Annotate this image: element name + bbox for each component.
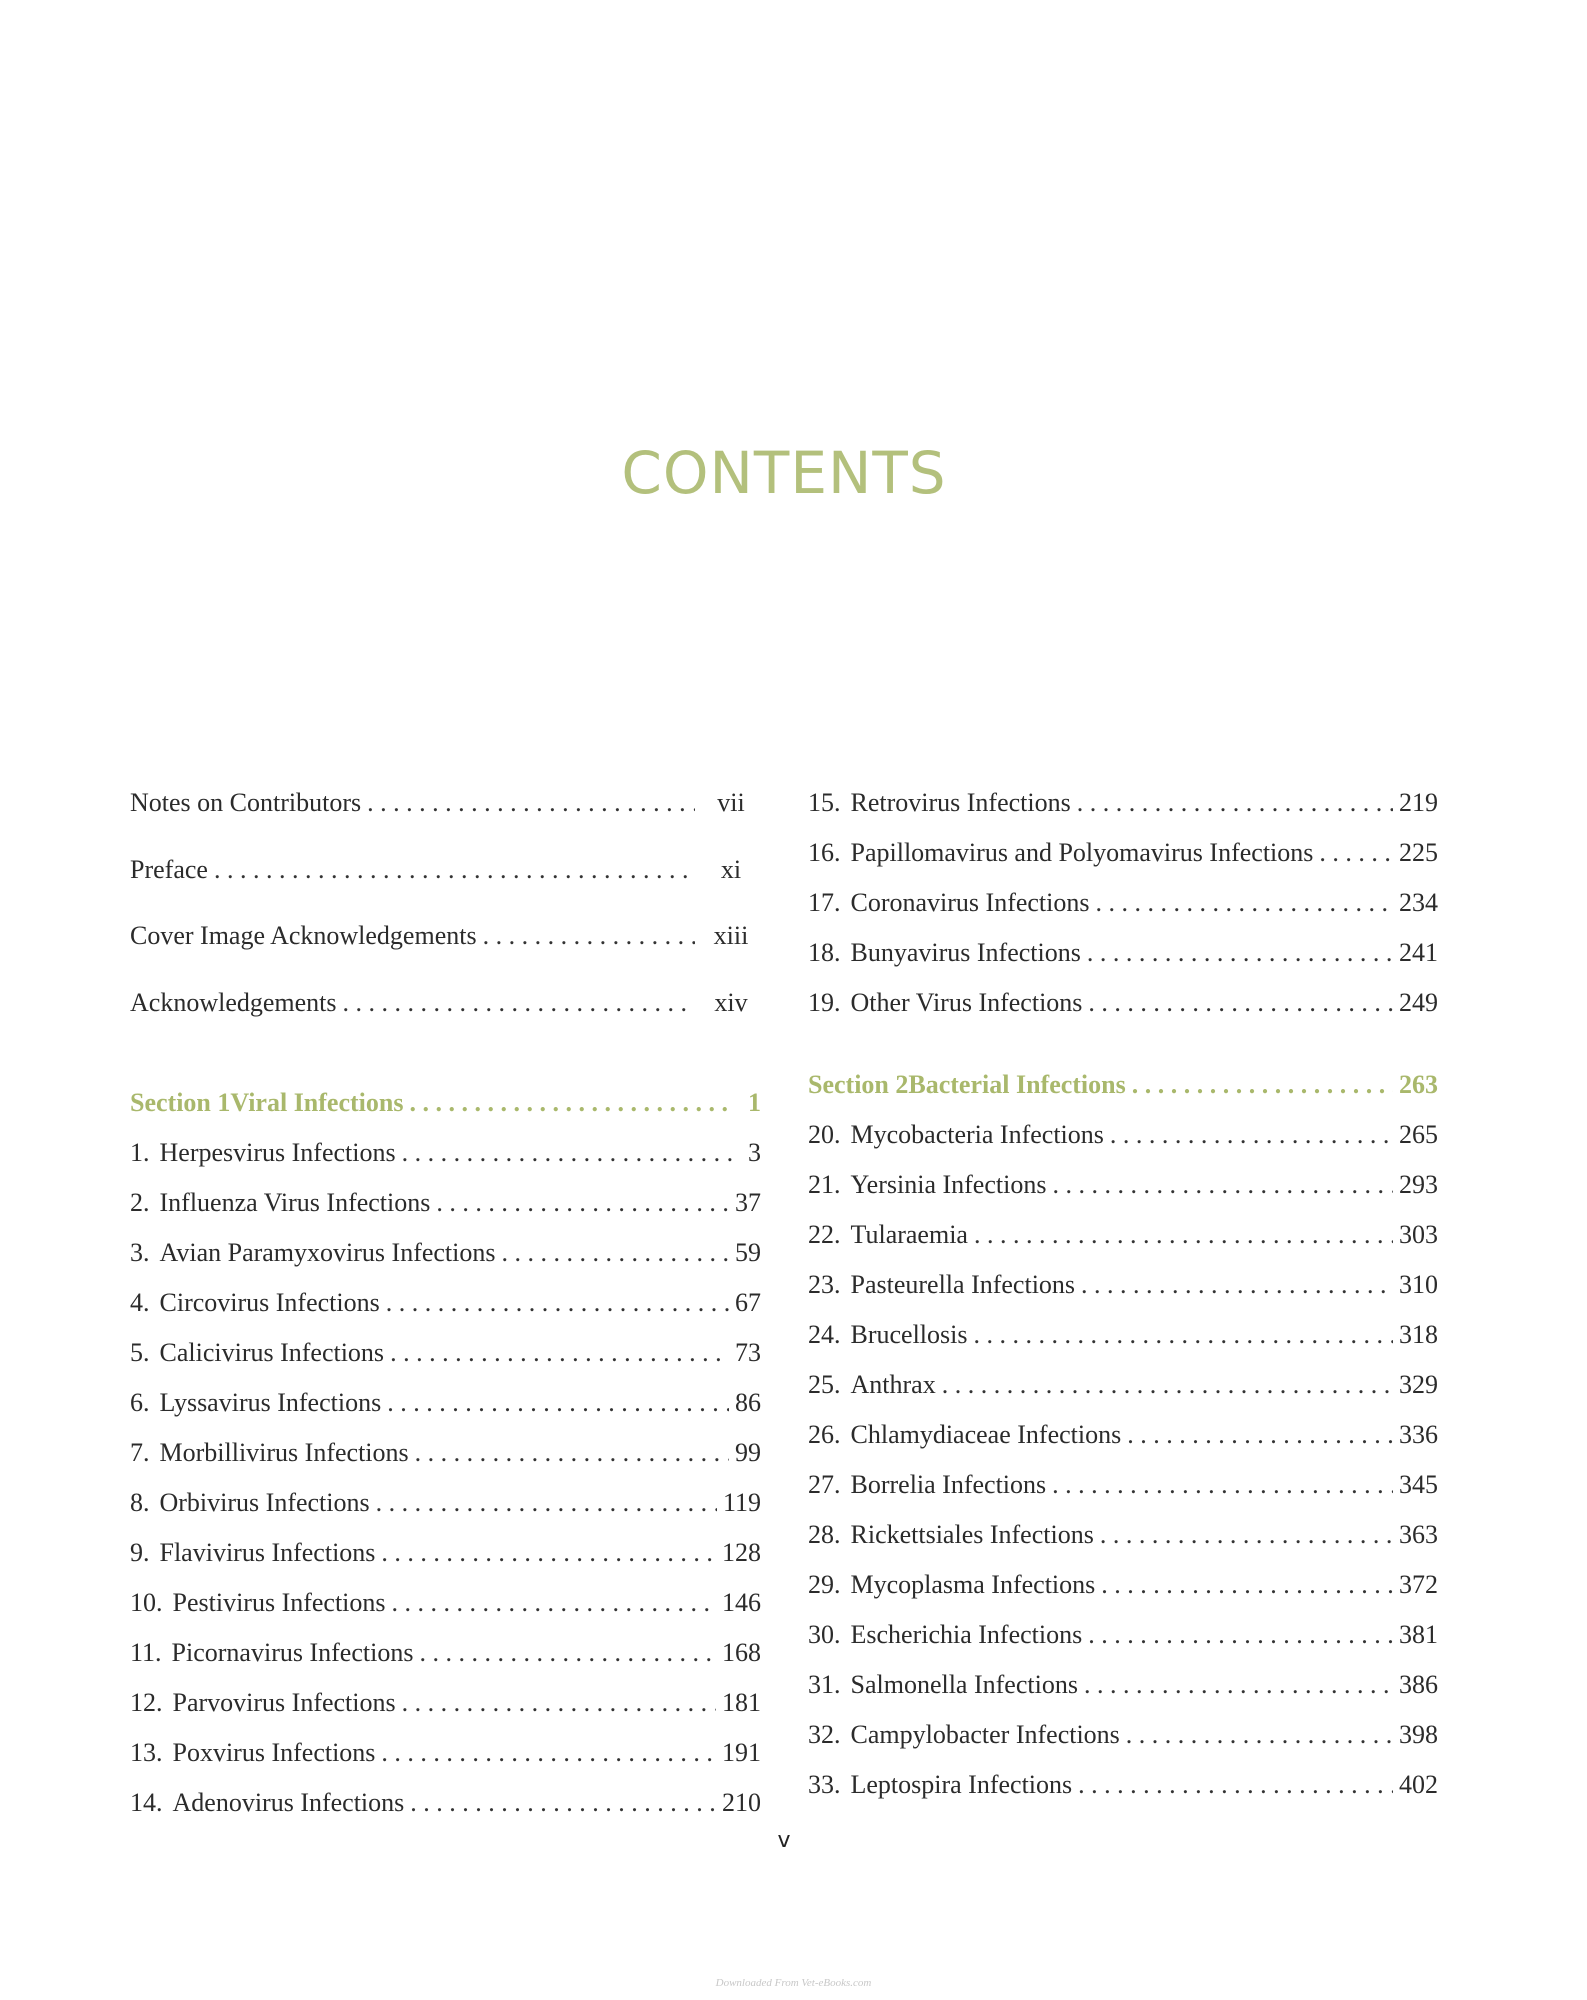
- chapter-page: 146: [722, 1588, 761, 1617]
- section-page: 263: [1399, 1070, 1438, 1099]
- toc-chapter-entry[interactable]: [130, 1678, 761, 1728]
- chapter-number: 30.: [808, 1620, 841, 1649]
- toc-chapter-entry[interactable]: [130, 1278, 761, 1328]
- page-number: v: [777, 1828, 791, 1853]
- chapter-page: 345: [1399, 1470, 1438, 1499]
- toc-chapter-entry[interactable]: [808, 1310, 1438, 1360]
- chapter-title: Escherichia Infections: [850, 1620, 1083, 1649]
- chapter-title: Circovirus Infections: [159, 1288, 380, 1317]
- chapter-page: 329: [1399, 1370, 1438, 1399]
- chapter-title: Adenovirus Infections: [172, 1788, 405, 1817]
- leader-dots: [419, 1628, 716, 1678]
- leader-dots: [402, 1678, 716, 1728]
- leader-dots: [367, 778, 695, 828]
- chapter-title: Bunyavirus Infections: [850, 938, 1081, 967]
- chapter-page: 402: [1399, 1770, 1438, 1799]
- leader-dots: [942, 1360, 1393, 1410]
- chapter-number: 5.: [130, 1338, 150, 1367]
- toc-chapter-entry[interactable]: [808, 1710, 1438, 1760]
- chapter-title: Herpesvirus Infections: [159, 1138, 396, 1167]
- toc-chapter-entry[interactable]: [130, 1128, 761, 1178]
- chapter-title: Lyssavirus Infections: [159, 1388, 382, 1417]
- leader-dots: [381, 1728, 716, 1778]
- chapter-page: 234: [1399, 888, 1438, 917]
- leader-dots: [409, 1078, 733, 1128]
- chapter-title: Coronavirus Infections: [850, 888, 1090, 917]
- leader-dots: [1087, 928, 1393, 978]
- leader-dots: [381, 1528, 716, 1578]
- chapter-number: 20.: [808, 1120, 841, 1149]
- leader-dots: [1052, 1460, 1393, 1510]
- entry-title: Acknowledgements: [130, 987, 337, 1017]
- toc-chapter-entry[interactable]: [130, 1528, 761, 1578]
- toc-chapter-entry[interactable]: [808, 878, 1438, 928]
- chapter-page: 191: [722, 1738, 761, 1767]
- chapter-number: 14.: [130, 1788, 163, 1817]
- leader-dots: [390, 1328, 729, 1378]
- chapter-title: Parvovirus Infections: [172, 1688, 396, 1717]
- toc-entry[interactable]: [130, 778, 761, 845]
- entry-page: xiv: [714, 987, 748, 1017]
- chapter-page: 310: [1399, 1270, 1438, 1299]
- toc-entry[interactable]: [130, 978, 761, 1045]
- toc-entry[interactable]: [130, 845, 761, 912]
- chapter-number: 1.: [130, 1138, 150, 1167]
- chapter-number: 27.: [808, 1470, 841, 1499]
- toc-chapter-entry[interactable]: [808, 978, 1438, 1028]
- toc-chapter-entry[interactable]: [130, 1428, 761, 1478]
- chapter-number: 7.: [130, 1438, 150, 1467]
- chapter-number: 15.: [808, 788, 841, 817]
- chapter-title: Anthrax: [850, 1370, 936, 1399]
- toc-chapter-entry[interactable]: [130, 1178, 761, 1228]
- leader-dots: [436, 1178, 729, 1228]
- chapter-number: 24.: [808, 1320, 841, 1349]
- chapter-number: 18.: [808, 938, 841, 967]
- chapter-number: 25.: [808, 1370, 841, 1399]
- chapter-title: Retrovirus Infections: [850, 788, 1071, 817]
- toc-entry[interactable]: [130, 911, 761, 978]
- leader-dots: [214, 845, 695, 895]
- leader-dots: [402, 1128, 733, 1178]
- entry-title: Cover Image Acknowledgements: [130, 921, 477, 950]
- chapter-number: 32.: [808, 1720, 841, 1749]
- chapter-title: Rickettsiales Infections: [850, 1520, 1094, 1549]
- chapter-number: 19.: [808, 988, 841, 1017]
- chapter-number: 13.: [130, 1738, 163, 1767]
- chapter-page: 249: [1399, 988, 1438, 1017]
- leader-dots: [387, 1378, 729, 1428]
- chapter-page: 386: [1399, 1670, 1438, 1699]
- chapter-title: Pasteurella Infections: [850, 1270, 1076, 1299]
- toc-chapter-entry[interactable]: [808, 1260, 1438, 1310]
- leader-dots: [483, 911, 695, 961]
- section-heading-bacterial[interactable]: [808, 1060, 1438, 1110]
- leader-dots: [502, 1228, 730, 1278]
- toc-chapter-entry[interactable]: [808, 928, 1438, 978]
- chapter-title: Poxvirus Infections: [172, 1738, 376, 1767]
- chapter-number: 31.: [808, 1670, 841, 1699]
- chapter-number: 28.: [808, 1520, 841, 1549]
- chapter-page: 265: [1399, 1120, 1438, 1149]
- chapter-title: Calicivirus Infections: [159, 1338, 385, 1367]
- section-title: Bacterial Infections: [908, 1070, 1126, 1099]
- chapter-title: Flavivirus Infections: [159, 1538, 376, 1567]
- chapter-number: 23.: [808, 1270, 841, 1299]
- leader-dots: [1088, 978, 1393, 1028]
- chapter-number: 16.: [808, 838, 841, 867]
- chapter-title: Salmonella Infections: [850, 1670, 1078, 1699]
- chapter-page: 86: [735, 1388, 761, 1417]
- chapter-page: 67: [735, 1288, 761, 1317]
- chapter-page: 363: [1399, 1520, 1438, 1549]
- chapter-page: 99: [735, 1438, 761, 1467]
- entry-page: xiii: [713, 921, 749, 950]
- leader-dots: [410, 1778, 716, 1828]
- toc-chapter-entry[interactable]: [130, 1328, 761, 1378]
- section-number: Section 2: [808, 1070, 909, 1099]
- chapter-title: Influenza Virus Infections: [159, 1188, 431, 1217]
- chapter-number: 22.: [808, 1220, 841, 1249]
- chapter-number: 9.: [130, 1538, 150, 1567]
- entry-page: xi: [720, 854, 742, 884]
- toc-chapter-entry[interactable]: [808, 1160, 1438, 1210]
- toc-chapter-entry[interactable]: [130, 1478, 761, 1528]
- entry-title: Preface: [130, 854, 208, 884]
- toc-chapter-entry[interactable]: [808, 1460, 1438, 1510]
- leader-dots: [974, 1310, 1394, 1360]
- chapter-page: 303: [1399, 1220, 1438, 1249]
- leader-dots: [1084, 1660, 1393, 1710]
- chapter-title: Mycobacteria Infections: [850, 1120, 1104, 1149]
- leader-dots: [1126, 1710, 1393, 1760]
- leader-dots: [1132, 1060, 1393, 1110]
- leader-dots: [1078, 1760, 1393, 1810]
- chapter-page: 398: [1399, 1720, 1438, 1749]
- page-title: CONTENTS: [621, 439, 947, 507]
- toc-chapter-entry[interactable]: [808, 1360, 1438, 1410]
- toc-chapter-entry[interactable]: [808, 778, 1438, 828]
- toc-chapter-entry[interactable]: [808, 1760, 1438, 1810]
- toc-chapter-entry[interactable]: [808, 1560, 1438, 1610]
- chapter-page: 3: [748, 1138, 761, 1167]
- section-title: Viral Infections: [230, 1088, 404, 1117]
- chapter-title: Pestivirus Infections: [172, 1588, 386, 1617]
- toc-left-column: [130, 778, 761, 1828]
- chapter-title: Chlamydiaceae Infections: [850, 1420, 1122, 1449]
- toc-chapter-entry[interactable]: [808, 1660, 1438, 1710]
- chapter-page: 128: [722, 1538, 761, 1567]
- section-number: Section 1: [130, 1088, 231, 1117]
- toc-chapter-entry[interactable]: [808, 1210, 1438, 1260]
- leader-dots: [1096, 878, 1393, 928]
- entry-page: vii: [717, 788, 745, 817]
- leader-dots: [343, 978, 695, 1028]
- chapter-title: Yersinia Infections: [850, 1170, 1047, 1199]
- front-matter-list: [130, 778, 761, 1044]
- chapter-number: 33.: [808, 1770, 841, 1799]
- entry-title: Notes on Contributors: [130, 788, 362, 817]
- chapter-page: 168: [722, 1638, 761, 1667]
- chapter-page: 241: [1399, 938, 1438, 967]
- leader-dots: [1110, 1110, 1393, 1160]
- chapter-number: 29.: [808, 1570, 841, 1599]
- leader-dots: [415, 1428, 729, 1478]
- leader-dots: [1100, 1510, 1393, 1560]
- chapter-title: Campylobacter Infections: [850, 1720, 1120, 1749]
- chapter-number: 11.: [130, 1638, 162, 1667]
- toc-chapter-entry[interactable]: [130, 1778, 761, 1828]
- chapter-number: 12.: [130, 1688, 163, 1717]
- chapter-page: 210: [722, 1788, 761, 1817]
- toc-right-column: [808, 778, 1438, 1810]
- chapter-number: 4.: [130, 1288, 150, 1317]
- toc-chapter-entry[interactable]: [130, 1728, 761, 1778]
- chapter-title: Orbivirus Infections: [159, 1488, 370, 1517]
- chapter-title: Picornavirus Infections: [171, 1638, 414, 1667]
- chapter-page: 219: [1399, 788, 1438, 817]
- chapter-title: Borrelia Infections: [850, 1470, 1047, 1499]
- chapter-title: Avian Paramyxovirus Infections: [159, 1238, 496, 1267]
- chapter-number: 26.: [808, 1420, 841, 1449]
- leader-dots: [376, 1478, 717, 1528]
- chapter-title: Tularaemia: [850, 1220, 968, 1249]
- chapter-page: 37: [735, 1188, 761, 1217]
- toc-chapter-entry[interactable]: [808, 1510, 1438, 1560]
- chapter-page: 59: [735, 1238, 761, 1267]
- chapter-page: 372: [1399, 1570, 1438, 1599]
- leader-dots: [1077, 778, 1393, 828]
- chapter-page: 381: [1399, 1620, 1438, 1649]
- chapter-title: Other Virus Infections: [850, 988, 1083, 1017]
- leader-dots: [392, 1578, 716, 1628]
- leader-dots: [1088, 1610, 1393, 1660]
- chapter-page: 318: [1399, 1320, 1438, 1349]
- chapter-number: 8.: [130, 1488, 150, 1517]
- chapter-number: 6.: [130, 1388, 150, 1417]
- chapter-title: Mycoplasma Infections: [850, 1570, 1096, 1599]
- toc-chapter-entry[interactable]: [808, 1610, 1438, 1660]
- leader-dots: [974, 1210, 1393, 1260]
- toc-chapter-entry[interactable]: [808, 1410, 1438, 1460]
- toc-chapter-entry[interactable]: [808, 1110, 1438, 1160]
- toc-chapter-entry[interactable]: [130, 1378, 761, 1428]
- chapter-number: 2.: [130, 1188, 150, 1217]
- leader-dots: [1127, 1410, 1393, 1460]
- chapter-page: 293: [1399, 1170, 1438, 1199]
- section1-chapter-list-continued: [808, 778, 1438, 1028]
- chapter-title: Morbillivirus Infections: [159, 1438, 409, 1467]
- chapter-page: 181: [722, 1688, 761, 1717]
- toc-chapter-entry[interactable]: [808, 828, 1438, 878]
- chapter-number: 10.: [130, 1588, 163, 1617]
- chapter-page: 336: [1399, 1420, 1438, 1449]
- chapter-title: Leptospira Infections: [850, 1770, 1073, 1799]
- chapter-title: Papillomavirus and Polyomavirus Infections: [850, 838, 1314, 867]
- section1-chapter-list: [130, 1128, 761, 1828]
- toc-chapter-entry[interactable]: [130, 1228, 761, 1278]
- chapter-page: 225: [1399, 838, 1438, 867]
- section-page: 1: [748, 1088, 761, 1117]
- leader-dots: [1081, 1260, 1393, 1310]
- section2-chapter-list: [808, 1110, 1438, 1810]
- download-footer: Downloaded From Vet-eBooks.com: [715, 1977, 872, 1989]
- chapter-page: 119: [722, 1488, 761, 1517]
- chapter-title: Brucellosis: [850, 1320, 968, 1349]
- chapter-page: 73: [735, 1338, 761, 1367]
- toc-chapter-entry[interactable]: [130, 1578, 761, 1628]
- leader-dots: [1052, 1160, 1393, 1210]
- chapter-number: 17.: [808, 888, 841, 917]
- leader-dots: [1319, 828, 1393, 878]
- leader-dots: [386, 1278, 729, 1328]
- leader-dots: [1101, 1560, 1393, 1610]
- chapter-number: 3.: [130, 1238, 150, 1267]
- toc-chapter-entry[interactable]: [130, 1628, 761, 1678]
- section-heading-viral[interactable]: [130, 1078, 761, 1128]
- chapter-number: 21.: [808, 1170, 841, 1199]
